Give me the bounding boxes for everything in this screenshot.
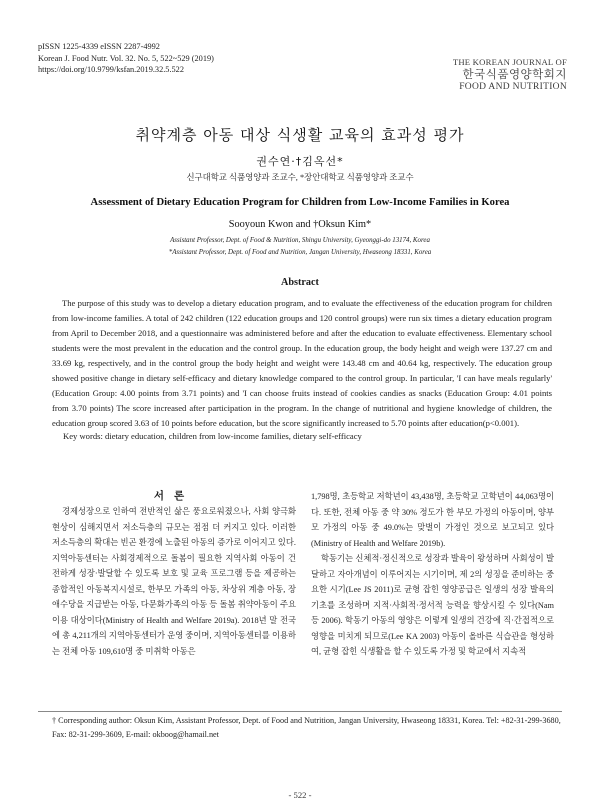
journal-name-en-line2: FOOD AND NUTRITION: [459, 82, 567, 92]
paper-title-en: Assessment of Dietary Education Program for Children from Low-Income Families in Korea: [90, 197, 510, 208]
publication-meta: [38, 41, 214, 76]
right-column: [311, 489, 554, 660]
doi-link[interactable]: https://doi.org/10.9799/ksfan.2019.32.5.522: [38, 65, 184, 75]
issn-line: pISSN 1225-4339 eISSN 2287-4992: [38, 42, 160, 51]
page-number: - 522 -: [288, 790, 312, 800]
section-heading-introduction: 서론: [153, 491, 195, 502]
left-column: [52, 504, 296, 659]
affiliation-ko: 신구대학교 식품영양과 조교수, *장안대학교 식품영양과 조교수: [186, 173, 414, 182]
citation-line: Korean J. Food Nutr. Vol. 32. No. 5, 522~529 (2019): [38, 53, 214, 63]
abstract-heading: Abstract: [281, 277, 319, 288]
intro-paragraph-3: 학동기는 신체적·정신적으로 성장과 발육이 왕성하며 사회성이 발달하고 자아개념이 이루어지는 시기이며, 제 2의 성징을 준비하는 중요한 시기(Lee JS 2011)로 균형 잡힌 영양공급은 일생의 성장 발육의 기초를 조성하며 지적·사회적·정서적 능력을 향상시킬 수 있다(Nam 등 2006). 학동기 아동의 영양은 이렇게 일생의 건강에 직·간접적으로 영향을 미치게 되므로(Lee KA 2003) 아동이 올바른 식습관을 형성하여, 균형 잡힌 식생활을 할 수 있도록 가정 및 학교에서 지속적: [311, 554, 554, 656]
abstract-body: [52, 296, 552, 431]
paper-title-ko: 취약계층 아동 대상 식생활 교육의 효과성 평가: [135, 126, 465, 144]
journal-name-ko: 한국식품영양학회지: [462, 69, 567, 81]
keywords: Key words: dietary education, children from low-income families, dietary self-efficacy: [63, 431, 362, 441]
affiliation-en-2: *Assistant Professor, Dept. of Food and Nutrition, Jangan University, Hwaseong 18331, Korea: [168, 249, 432, 256]
authors-en: Sooyoun Kwon and †Oksun Kim*: [228, 219, 372, 230]
abstract-paragraph: The purpose of this study was to develop a dietary education program, and to evaluate the effectiveness of the education program for children from low-income families. A total of 242 children (122 education groups and 120 control groups) were run six times a dietary education program from April to December 2018, and a questionnaire was administered before and after the education to evaluate effectiveness. Elementary school students were the most prevalent in the education and the control group. In the education group, the body height and weigh were 137.27 cm and 33.69 kg, respectively, and in the control group the body height and weight were 143.48 cm and 40.64 kg, respectively. The education group showed positive change in dietary self-efficacy and dietary knowledge compared to the control group. In particular, 'I can have meals regularly' (Education Group: 4.00 points from 3.71 points) and 'I can choose fruits instead of cookies candies as snacks (Education Group: 4.01 points from 3.70 points) The score increased after participation in the program. In the change of nutritional and hygiene knowledge of children, the education group scored 3.63 of 10 points before education, but the score significantly increased to 5.70 points after education(p<0.001).: [52, 298, 552, 428]
journal-name-en-line1: THE KOREAN JOURNAL OF: [452, 57, 567, 67]
intro-paragraph-2: 1,798명, 초등학교 저학년이 43,438명, 초등학교 고학년이 44,063명이다. 또한, 전체 아동 중 약 30% 정도가 한 부모 가정의 아동이며, 양부모 가정의 아동 중 49.0%는 맞벌이 가정인 것으로 보고되고 있다(Ministry of Health and Welfare 2019b).: [311, 492, 554, 548]
affiliation-en-1: Assistant Professor, Dept. of Food & Nutrition, Shingu University, Gyeonggi-do 13174, Korea: [170, 237, 430, 244]
intro-paragraph-1: 경제성장으로 인하여 전반적인 삶은 풍요로워졌으나, 사회 양극화 현상이 심해지면서 저소득층의 규모는 점점 더 커지고 있다. 이러한 저소득층의 확대는 빈곤 환경에 노출된 아동의 증가로 이어지고 있다. 지역아동센터는 사회경제적으로 돌봄이 필요한 지역사회 아동이 건전하게 성장·발달할 수 있도록 보호 및 교육 프로그램 등을 제공하는 종합적인 아동복지시설로, 한부모 가족의 아동, 차상위 계층 아동, 장애수당을 지급받는 아동, 다문화가족의 아동 등 돌봄 취약아동이 주요 이용 대상이다(Ministry of Health and Welfare 2019a). 2018년 말 전국에 총 4,211개의 지역아동센터가 운영 중이며, 지역아동센터를 이용하는 전체 아동 109,610명 중 미취학 아동은: [52, 507, 296, 656]
journal-name-block: [453, 57, 567, 93]
authors-ko: 권수연·†김옥선*: [256, 155, 344, 168]
corresponding-author-footnote: † Corresponding author: Oksun Kim, Assistant Professor, Dept. of Food and Nutrition, Jangan University, Hwaseong 18331, Korea. Tel: +82-31-299-3680, Fax: 82-31-299-3609, E-mail: okboog@hamail.net: [52, 716, 561, 739]
footnote-divider: [38, 711, 562, 712]
